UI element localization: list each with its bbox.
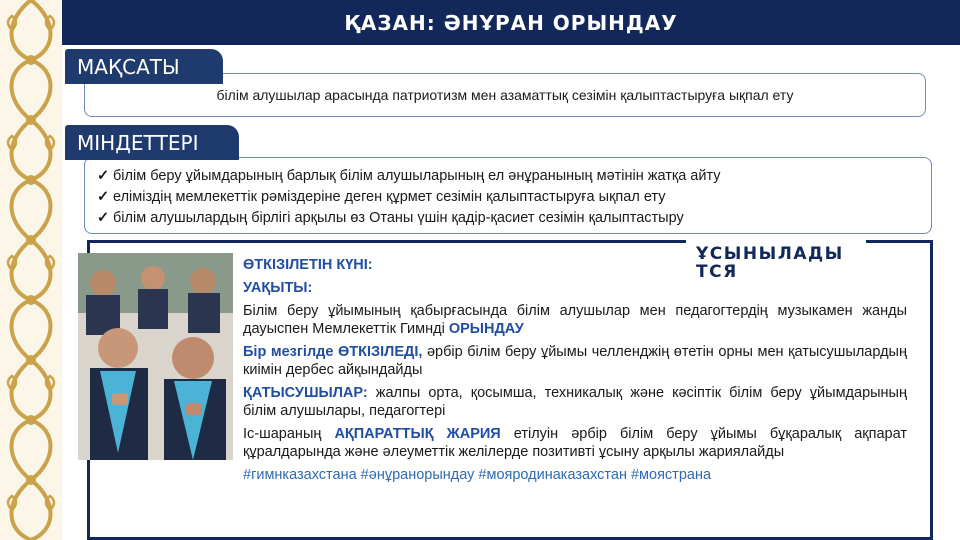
paragraph-text: Білім беру ұйымының қабырғасында білім алушылар мен педагогтердің музыкамен жанды дауыспен Мемлекеттік Гимнді [243, 303, 907, 337]
date-label: ӨТКІЗІЛЕТІН КҮНІ: [243, 257, 373, 273]
paragraph-participants [243, 384, 907, 420]
task-list [97, 166, 721, 229]
task-text: еліміздің мемлекеттік рәміздеріне деген құрмет сезімін қалыптастыруға ықпал ету [113, 189, 666, 205]
time-label: УАҚЫТЫ: [243, 280, 313, 296]
paragraph-simultaneous [243, 343, 907, 379]
task-text: білім алушылардың бірлігі арқылы өз Отаны үшін қадір-қасиет сезімін қалыптастыру [113, 210, 684, 226]
task-text: білім беру ұйымдарының барлық білім алушыларының ел әнұранының мәтінін жатқа айту [113, 168, 721, 184]
participants-label: ҚАТЫСУШЫЛАР: [243, 385, 368, 401]
checkmark-icon: ✓ [97, 210, 110, 226]
ornamental-border [0, 0, 62, 540]
highlight-text: ОРЫНДАУ [448, 321, 524, 337]
goal-tab: МАҚСАТЫ [65, 49, 223, 84]
checkmark-icon: ✓ [97, 189, 110, 205]
list-item [97, 187, 721, 208]
page-title: ҚАЗАН: ӘНҰРАН ОРЫНДАУ [344, 11, 678, 35]
paragraph-publicity [243, 425, 907, 461]
header-bar [62, 0, 960, 45]
paragraph-text: Іс-шараның [243, 426, 335, 442]
checkmark-icon: ✓ [97, 168, 110, 184]
goal-text: білім алушылар арасында патриотизм мен азаматтық сезімін қалыптастыруға ықпал ету [216, 87, 794, 103]
students-photo [78, 253, 233, 460]
paragraph-text: әрбір білім беру ұйымы челленджің өтетін орны мен қатысушылардың киімін дербес айқындайды [243, 344, 907, 378]
badge-text: ҰСЫНЫЛАДЫ ТСЯ [696, 244, 844, 282]
paragraph-text: етілуін әрбір білім беру ұйымы бұқаралық ақпарат құралдарында және әлеуметтік желілерде позитивті ұсыну арқылы жариялайды [243, 426, 908, 460]
details-content [243, 256, 907, 489]
highlight-text: АҚПАРАТТЫҚ ЖАРИЯ [334, 426, 501, 442]
tasks-box [84, 157, 932, 234]
tasks-tab: МІНДЕТТЕРІ [65, 125, 239, 160]
hashtags: #гимнказахстана #әнұранорындау #мояродинаказахстан #моястрана [243, 467, 712, 483]
paragraph-text: жалпы орта, қосымша, техникалық және кәсіптік білім беру ұйымдарының білім алушылары, педагогтері [243, 385, 907, 419]
highlight-text: Бір мезгілде ӨТКІЗІЛЕДІ, [243, 344, 423, 360]
paragraph-performance [243, 302, 907, 338]
list-item [97, 208, 721, 229]
list-item [97, 166, 721, 187]
